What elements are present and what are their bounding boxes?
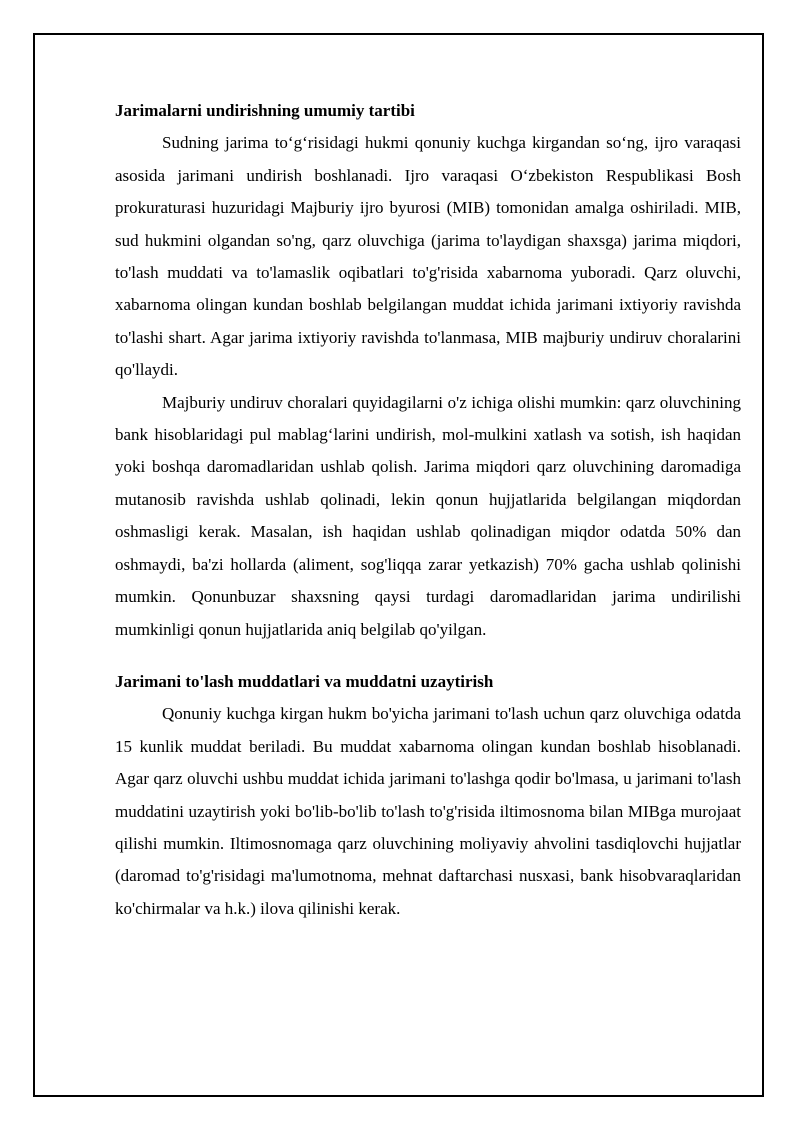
document-body [115,95,741,925]
section-heading: Jarimalarni undirishning umumiy tartibi [115,101,415,120]
section-heading: Jarimani to'lash muddatlari va muddatni uzaytirish [115,671,494,691]
paragraph: Qonuniy kuchga kirgan hukm bo'yicha jarimani to'lash uchun qarz oluvchiga odatda 15 kunlik muddat beriladi. Bu muddat xabarnoma olingan kundan boshlab hisoblanadi. Agar qarz oluvchi ushbu muddat ichida jarimani to'lashga qodir bo'lmasa, u jarimani to'lash muddatini uzaytirish yoki bo'lib-bo'lib to'lash to'g'risida iltimosnoma bilan MIBga murojaat qilishi mumkin. Iltimosnomaga qarz oluvchining moliyaviy ahvolini tasdiqlovchi hujjatlar (daromad to'g'risidagi ma'lumotnoma, mehnat daftarchasi nusxasi, bank hisobvaraqlaridan ko'chirmalar va h.k.) ilova qilinishi kerak. [115,704,741,918]
paragraph: Sudning jarima to‘g‘risidagi hukmi qonuniy kuchga kirgandan so‘ng, ijro varaqasi asosida jarimani undirish boshlanadi. Ijro varaqasi O‘zbekiston Respublikasi Bosh prokuraturasi huzuridagi Majburiy ijro byurosi (MIB) tomonidan amalga oshiriladi. MIB, sud hukmini olgandan so'ng, qarz oluvchiga (jarima to'laydigan shaxsga) jarima miqdori, to'lash muddati va to'lamaslik oqibatlari to'g'risida xabarnoma yuboradi. Qarz oluvchi, xabarnoma olingan kundan boshlab belgilangan muddat ichida jarimani ixtiyoriy ravishda to'lashi shart. Agar jarima ixtiyoriy ravishda to'lanmasa, MIB majburiy undiruv choralarini qo'llaydi. [115,133,741,380]
paragraph: Majburiy undiruv choralari quyidagilarni o'z ichiga olishi mumkin: qarz oluvchining bank hisoblaridagi pul mablag‘larini undirish, mol-mulkini xatlash va sotish, ish haqidan yoki boshqa daromadlaridan ushlab qolish. Jarima miqdori qarz oluvchining daromadiga mutanosib ravishda ushlab qolinadi, lekin qonun hujjatlarida belgilangan miqdordan oshmasligi kerak. Masalan, ish haqidan ushlab qolinadigan miqdor odatda 50% dan oshmaydi, ba'zi hollarda (aliment, sog'liqqa zarar yetkazish) 70% gacha ushlab qolinishi mumkin. Qonunbuzar shaxsning qaysi turdagi daromadlaridan jarima undirilishi mumkinligi qonun hujjatlarida aniq belgilab qo'yilgan. [115,392,741,639]
